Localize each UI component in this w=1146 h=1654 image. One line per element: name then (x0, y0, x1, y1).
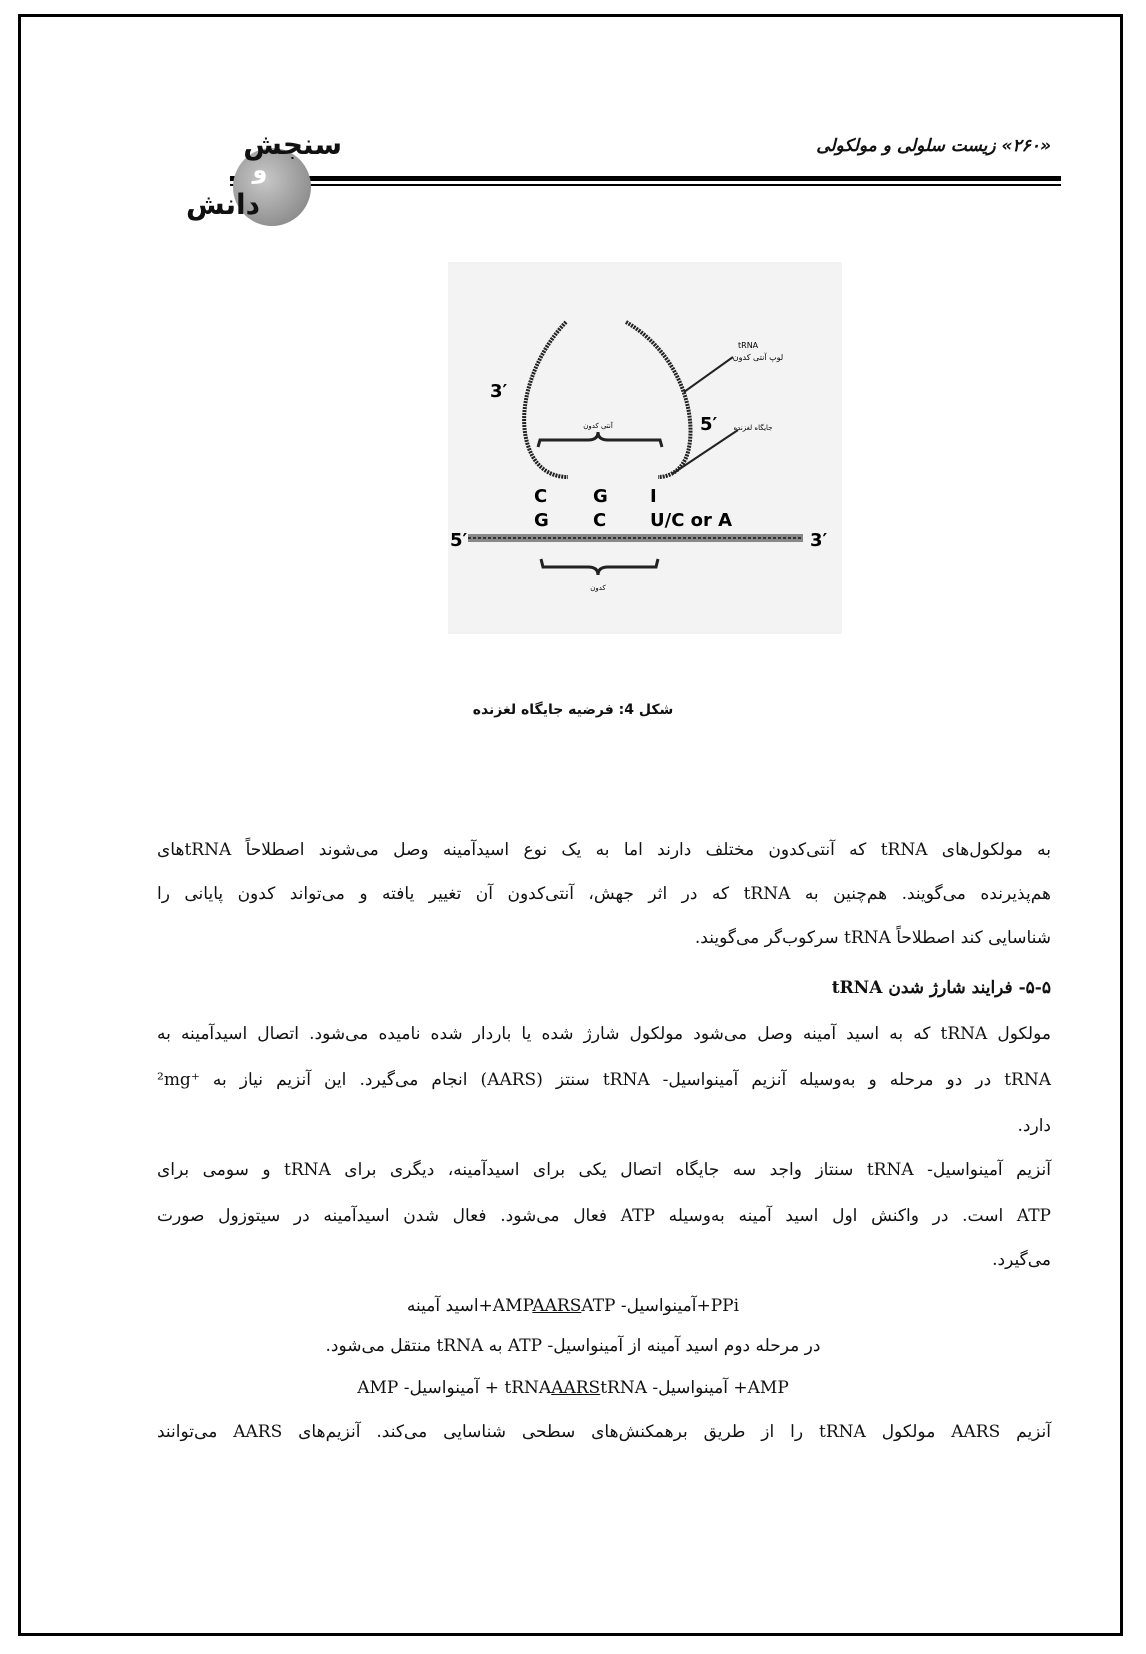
label-5prime-bottom: 5′ (450, 530, 468, 551)
label-trna: tRNA (738, 341, 759, 350)
label-codon: کدون (590, 584, 606, 592)
paragraph-line: tRNA در دو مرحله و به‌وسیله آنزیم آمینواسیل- tRNA سنتز (AARS) انجام می‌گیرد. این آنزیم نیاز به ⁺²mg (157, 1070, 1052, 1090)
paragraph-line: دارد. (1017, 1116, 1051, 1136)
reaction-1-right: ATP+اسید آمینه (406, 1296, 616, 1316)
reaction-1 (0, 1296, 1146, 1316)
paragraph-line: آنزیم AARS مولکول tRNA را از طریق برهمکنش‌های سطحی شناسایی می‌کند. آنزیم‌های AARS می‌توانند (157, 1422, 1052, 1442)
paragraph-line: می‌گیرد. (992, 1250, 1051, 1270)
label-anticodon-loop: لوپ آنتی کدون (732, 353, 784, 362)
codon-base-2: C (593, 510, 607, 531)
anticodon-base-1: C (534, 486, 548, 507)
publisher-logo (140, 128, 340, 228)
reaction-2-right: tRNA + آمینواسیل- AMP (357, 1378, 647, 1398)
label-3prime-bottom: 3′ (810, 530, 828, 551)
page-header-title: «۲۶۰» زیست سلولی و مولکولی (816, 136, 1051, 156)
reaction-2-left: AMP+ آمینواسیل- tRNA (504, 1378, 789, 1398)
wobble-hypothesis-figure (448, 262, 842, 634)
anticodon-base-3: I (650, 486, 657, 507)
reaction-2 (0, 1378, 1146, 1398)
label-3prime-top: 3′ (490, 381, 508, 402)
reaction-2-enzyme: AARS (551, 1378, 601, 1398)
codon-base-3: U/C or A (650, 510, 733, 531)
paragraph-line: شناسایی کند اصطلاحاً tRNA سرکوب‌گر می‌گویند. (694, 928, 1051, 948)
trna-diagram (448, 262, 842, 634)
section-heading: ۵-۵- فرایند شارژ شدن tRNA (831, 978, 1051, 998)
logo-text-bottom: دانش (185, 188, 260, 221)
label-5prime-top: 5′ (700, 414, 718, 435)
step-2-text: در مرحله دوم اسید آمینه از آمینواسیل- ATP به tRNA منتقل می‌شود. (325, 1336, 821, 1356)
header-rule-thin (230, 184, 1061, 186)
figure-caption: شکل 4: فرضیه جایگاه لغزنده (472, 702, 674, 718)
paragraph-line: هم‌پذیرنده می‌گویند. هم‌چنین به tRNA که در اثر جهش، آنتی‌کدون آن تغییر یافته و می‌تواند کدون پایانی را (157, 884, 1051, 904)
paragraph-line: به مولکول‌های tRNA که آنتی‌کدون مختلف دارند اما به یک نوع اسیدآمینه وصل می‌شوند اصطلاحاً tRNAهای (157, 840, 1051, 860)
header-rule (230, 176, 1061, 181)
label-wobble-site: جایگاه لغزنده (733, 424, 773, 432)
logo-text-top: سنجش (243, 128, 342, 161)
paragraph-line: آنزیم آمینواسیل- tRNA سنتاز واجد سه جایگاه اتصال یکی برای اسیدآمینه، دیگری برای tRNA و سومی برای (157, 1160, 1051, 1180)
paragraph-line: ATP است. در واکنش اول اسید آمینه به‌وسیله ATP فعال می‌شود. فعال شدن اسیدآمینه در سیتوزول صورت (157, 1206, 1051, 1226)
codon-base-1: G (534, 510, 549, 531)
label-anticodon: آنتی کدون (583, 422, 613, 430)
paragraph-line: مولکول tRNA که به اسید آمینه وصل می‌شود مولکول شارژ شده یا باردار شده نامیده می‌شود. اتصال اسیدآمینه به (157, 1024, 1052, 1044)
anticodon-base-2: G (593, 486, 608, 507)
reaction-1-enzyme: AARS (532, 1296, 582, 1316)
logo-text-mid: و (252, 156, 268, 184)
reaction-1-left: PPi+آمینواسیل- AMP (492, 1296, 740, 1316)
